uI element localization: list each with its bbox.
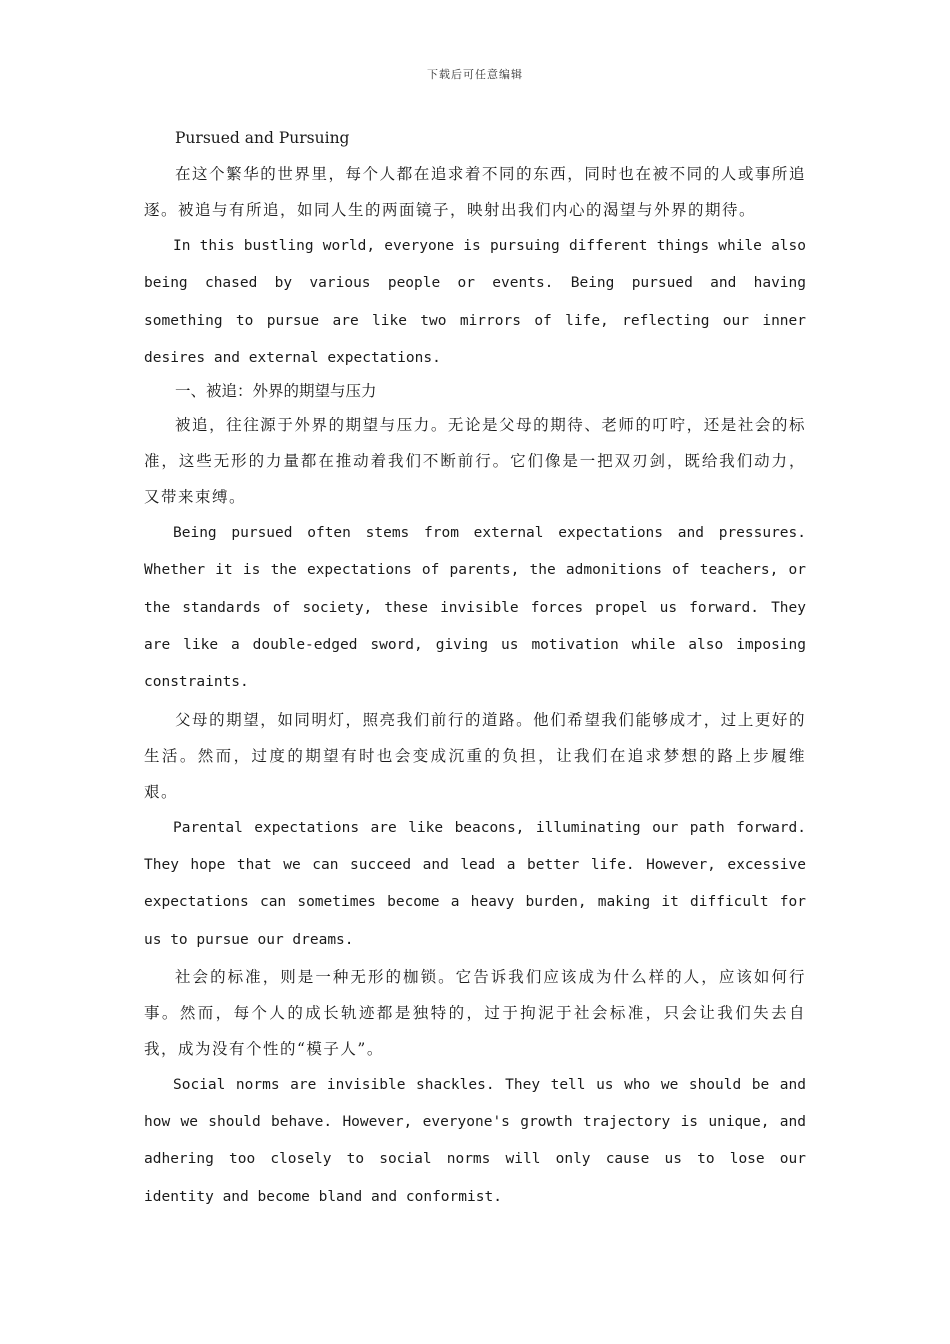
paragraph-pursued-zh: 被追，往往源于外界的期望与压力。无论是父母的期待、老师的叮咛，还是社会的标准，这些无形的力量都在推动着我们不断前行。它们像是一把双刃剑，既给我们动力，又带来束缚。 bbox=[144, 416, 806, 507]
paragraph-parents-zh: 父母的期望，如同明灯，照亮我们前行的道路。他们希望我们能够成才，过上更好的生活。然而，过度的期望有时也会变成沉重的负担，让我们在追求梦想的路上步履维艰。 bbox=[144, 710, 806, 801]
section-heading: 一、被追：外界的期望与压力 bbox=[175, 382, 377, 401]
paragraph-parents-en: Parental expectations are like beacons, illuminating our path forward. They hope that we can succeed and lead a better life. However, excessive expectations can sometimes become a heavy burden, making it difficult for us to pursue our dreams. bbox=[144, 819, 806, 948]
paragraph-intro-zh: 在这个繁华的世界里，每个人都在追求着不同的东西，同时也在被不同的人或事所追逐。被追与有所追，如同人生的两面镜子，映射出我们内心的渴望与外界的期待。 bbox=[144, 165, 806, 219]
document-title: Pursued and Pursuing bbox=[175, 129, 350, 147]
paragraph-society-en: Social norms are invisible shackles. They tell us who we should be and how we should behave. However, everyone's growth trajectory is unique, and adhering too closely to social norms will only cause us to lose our identity and become bland and conformist. bbox=[144, 1076, 806, 1205]
paragraph-pursued-en: Being pursued often stems from external expectations and pressures. Whether it is the expectations of parents, the admonitions of teachers, or the standards of society, these invisible forces propel us forward. They are like a double-edged sword, giving us motivation while also imposing constraints. bbox=[144, 525, 806, 691]
paragraph-intro-en: In this bustling world, everyone is pursuing different things while also being chased by various people or events. Being pursued and having something to pursue are like two mirrors of life, reflecting our inner desires and external expectations. bbox=[144, 238, 806, 366]
paragraph-society-zh: 社会的标准，则是一种无形的枷锁。它告诉我们应该成为什么样的人，应该如何行事。然而，每个人的成长轨迹都是独特的，过于拘泥于社会标准，只会让我们失去自我，成为没有个性的“模子人”。 bbox=[144, 967, 806, 1058]
document-body bbox=[144, 124, 806, 1216]
page-header: 下载后可任意编辑 bbox=[427, 68, 523, 81]
